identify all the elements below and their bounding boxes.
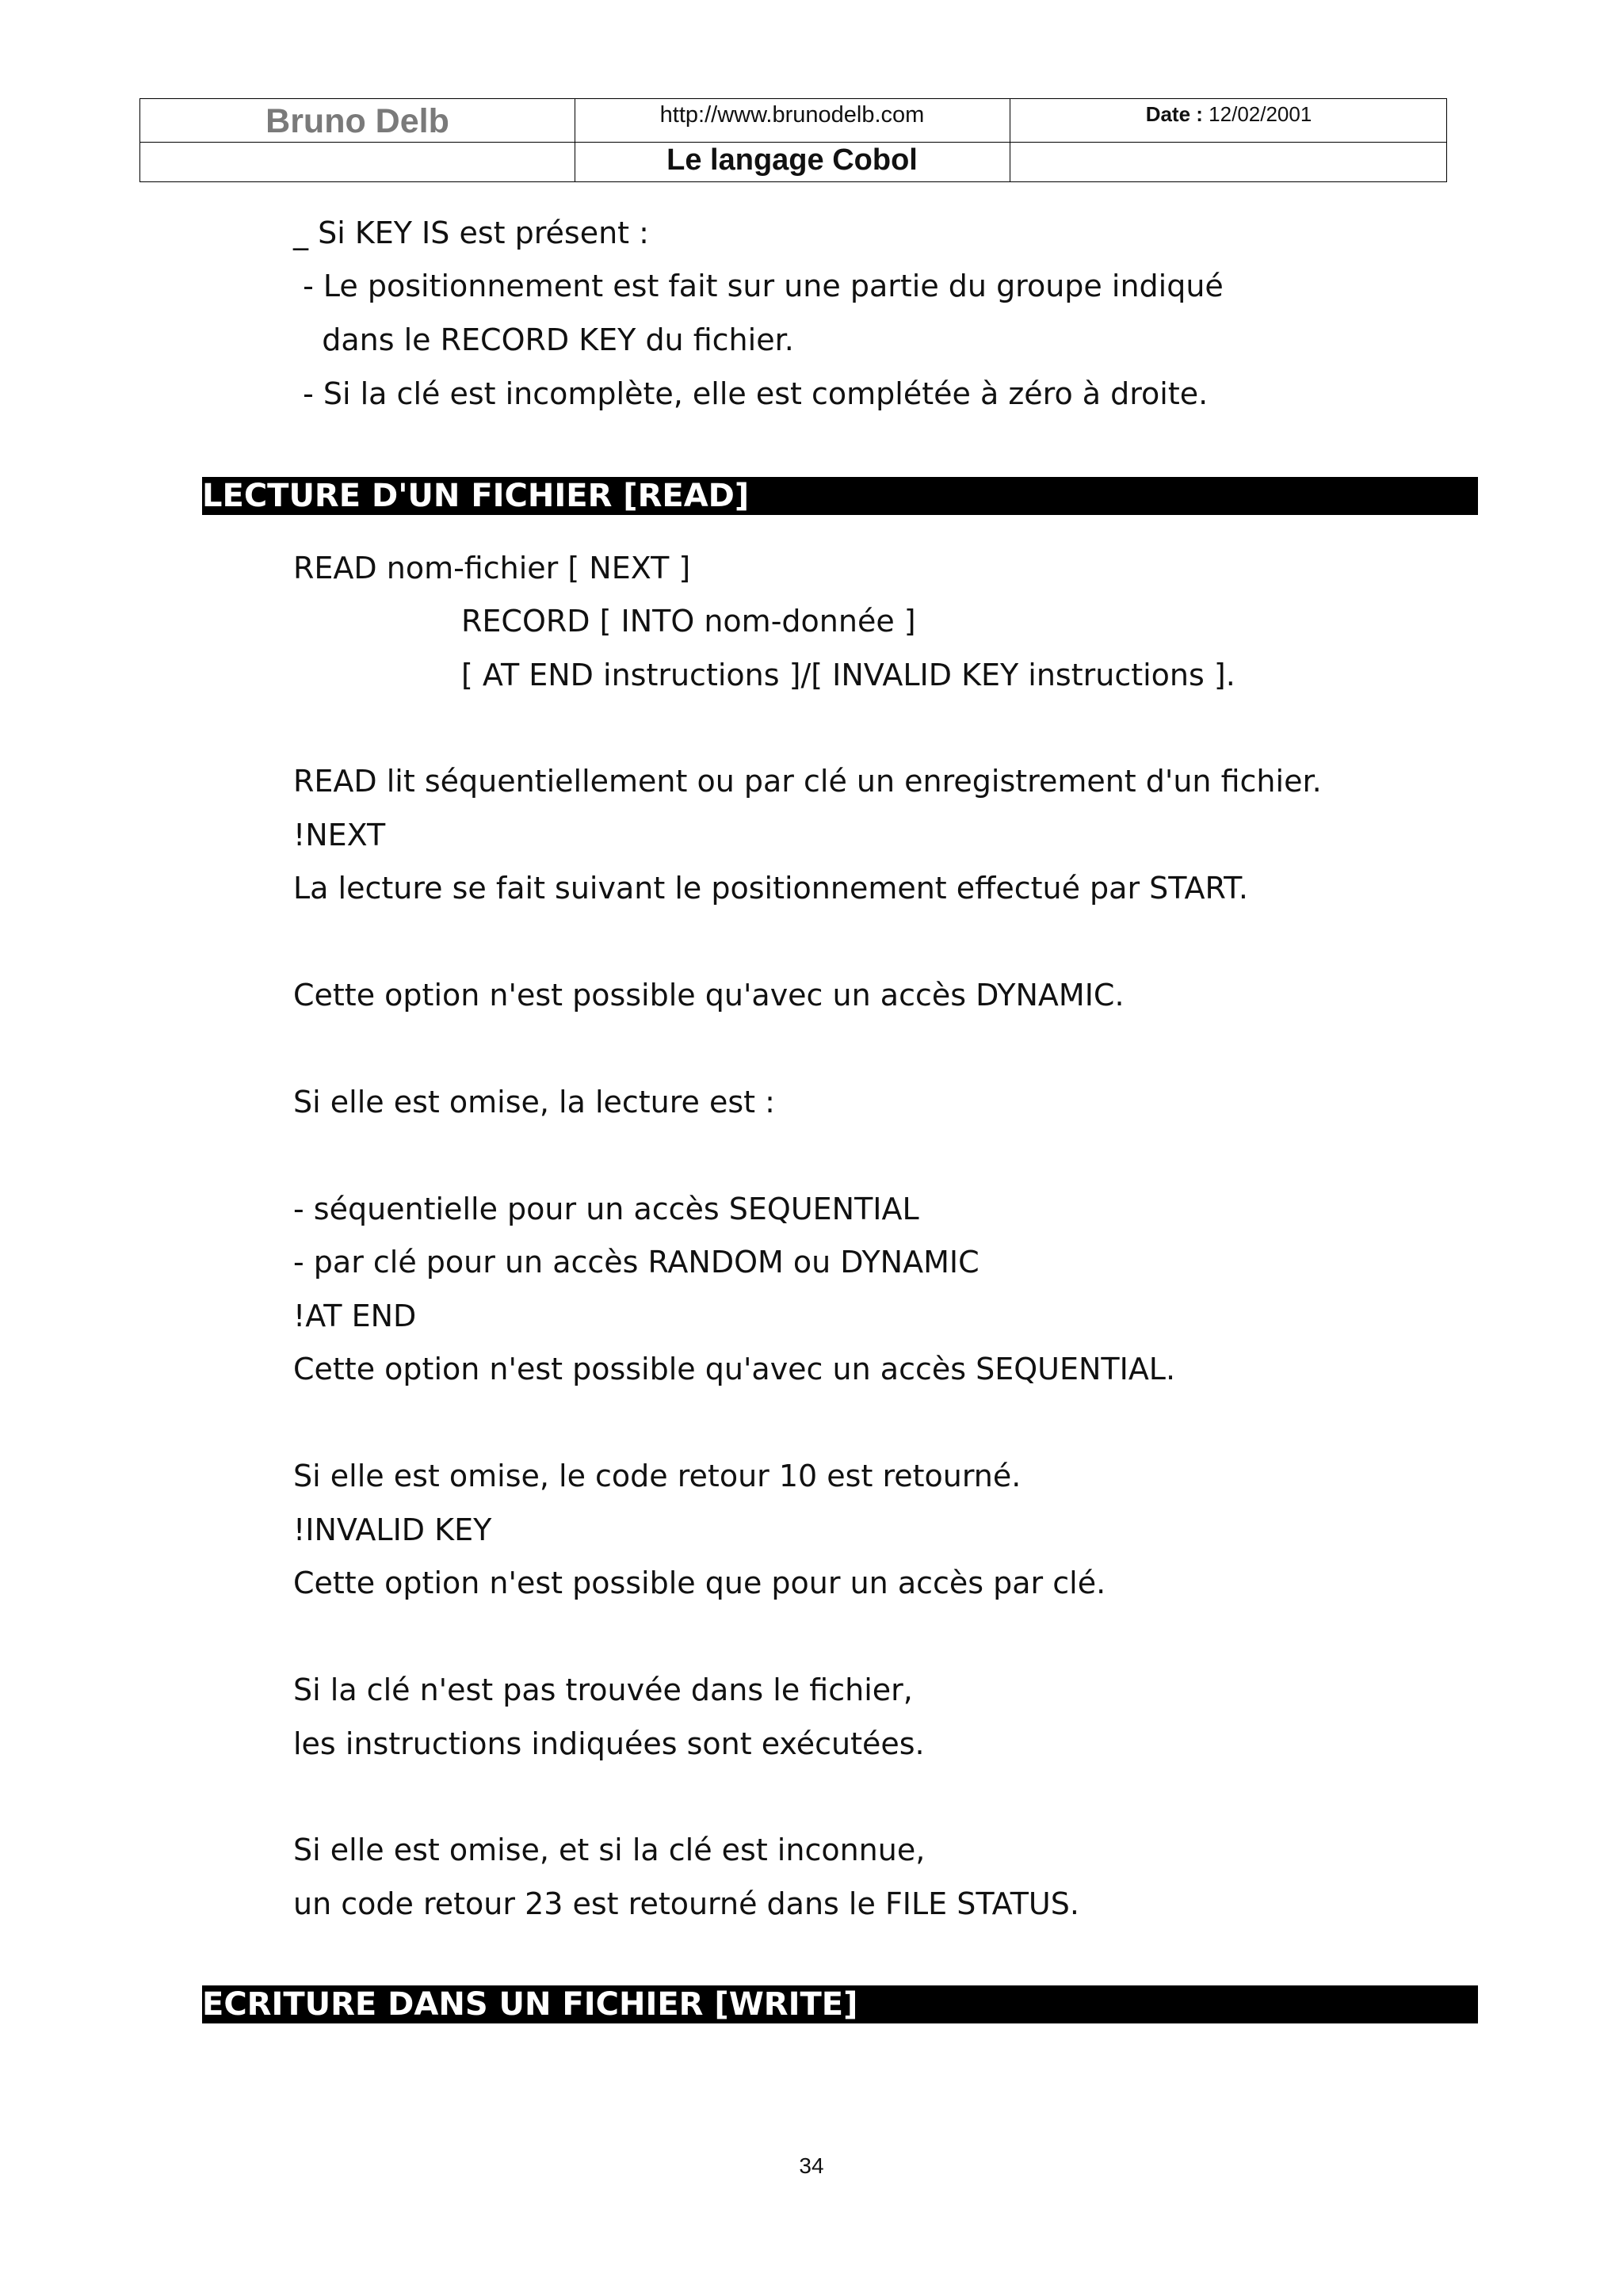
header-subject: Le langage Cobol (666, 143, 918, 177)
text-line: _ Si KEY IS est présent : (293, 215, 649, 250)
text-line: - Si la clé est incomplète, elle est complétée à zéro à droite. (293, 376, 1209, 411)
text-line: - Le positionnement est fait sur une partie du groupe indiqué (293, 269, 1224, 303)
text-line: Si elle est omise, le code retour 10 est retourné. (293, 1459, 1022, 1493)
text-line: Cette option n'est possible qu'avec un accès SEQUENTIAL. (293, 1352, 1176, 1386)
text-line: Si la clé n'est pas trouvée dans le fichier, (293, 1672, 913, 1707)
text-line: un code retour 23 est retourné dans le FILE STATUS. (293, 1886, 1079, 1921)
section-heading (202, 1985, 1478, 2023)
text-line: - séquentielle pour un accès SEQUENTIAL (293, 1192, 919, 1226)
text-line: Si elle est omise, la lecture est : (293, 1085, 775, 1119)
text-line: !INVALID KEY (293, 1512, 492, 1547)
text-line: - par clé pour un accès RANDOM ou DYNAMIC (293, 1245, 980, 1280)
syntax-line: READ nom-fichier [ NEXT ] (293, 551, 691, 585)
text-line: Si elle est omise, et si la clé est inconnue, (293, 1833, 926, 1867)
syntax-line: [ AT END instructions ]/[ INVALID KEY instructions ]. (461, 658, 1235, 692)
text-line: !NEXT (293, 818, 386, 852)
header-date-value: 12/02/2001 (1209, 102, 1312, 126)
header-divider (140, 142, 1446, 143)
syntax-line: RECORD [ INTO nom-donnée ] (461, 604, 916, 639)
page-header (139, 98, 1447, 182)
section-heading (202, 477, 1478, 515)
text-line: Cette option n'est possible qu'avec un accès DYNAMIC. (293, 978, 1125, 1013)
text-line: dans le RECORD KEY du fichier. (293, 322, 794, 357)
text-line: La lecture se fait suivant le positionnement effectué par START. (293, 871, 1248, 906)
text-line: READ lit séquentiellement ou par clé un enregistrement d'un fichier. (293, 764, 1322, 799)
text-line: !AT END (293, 1299, 417, 1333)
header-url: http://www.brunodelb.com (659, 102, 925, 128)
header-author: Bruno Delb (265, 102, 449, 140)
text-line: les instructions indiquées sont exécutées. (293, 1726, 925, 1761)
text-line: Cette option n'est possible que pour un accès par clé. (293, 1566, 1106, 1600)
section-title: LECTURE D'UN FICHIER [READ] (202, 478, 750, 514)
section-title: ECRITURE DANS UN FICHIER [WRITE] (202, 1986, 858, 2023)
page-number: 34 (799, 2153, 824, 2178)
header-date-label: Date : (1145, 102, 1203, 126)
header-date (1010, 102, 1448, 127)
